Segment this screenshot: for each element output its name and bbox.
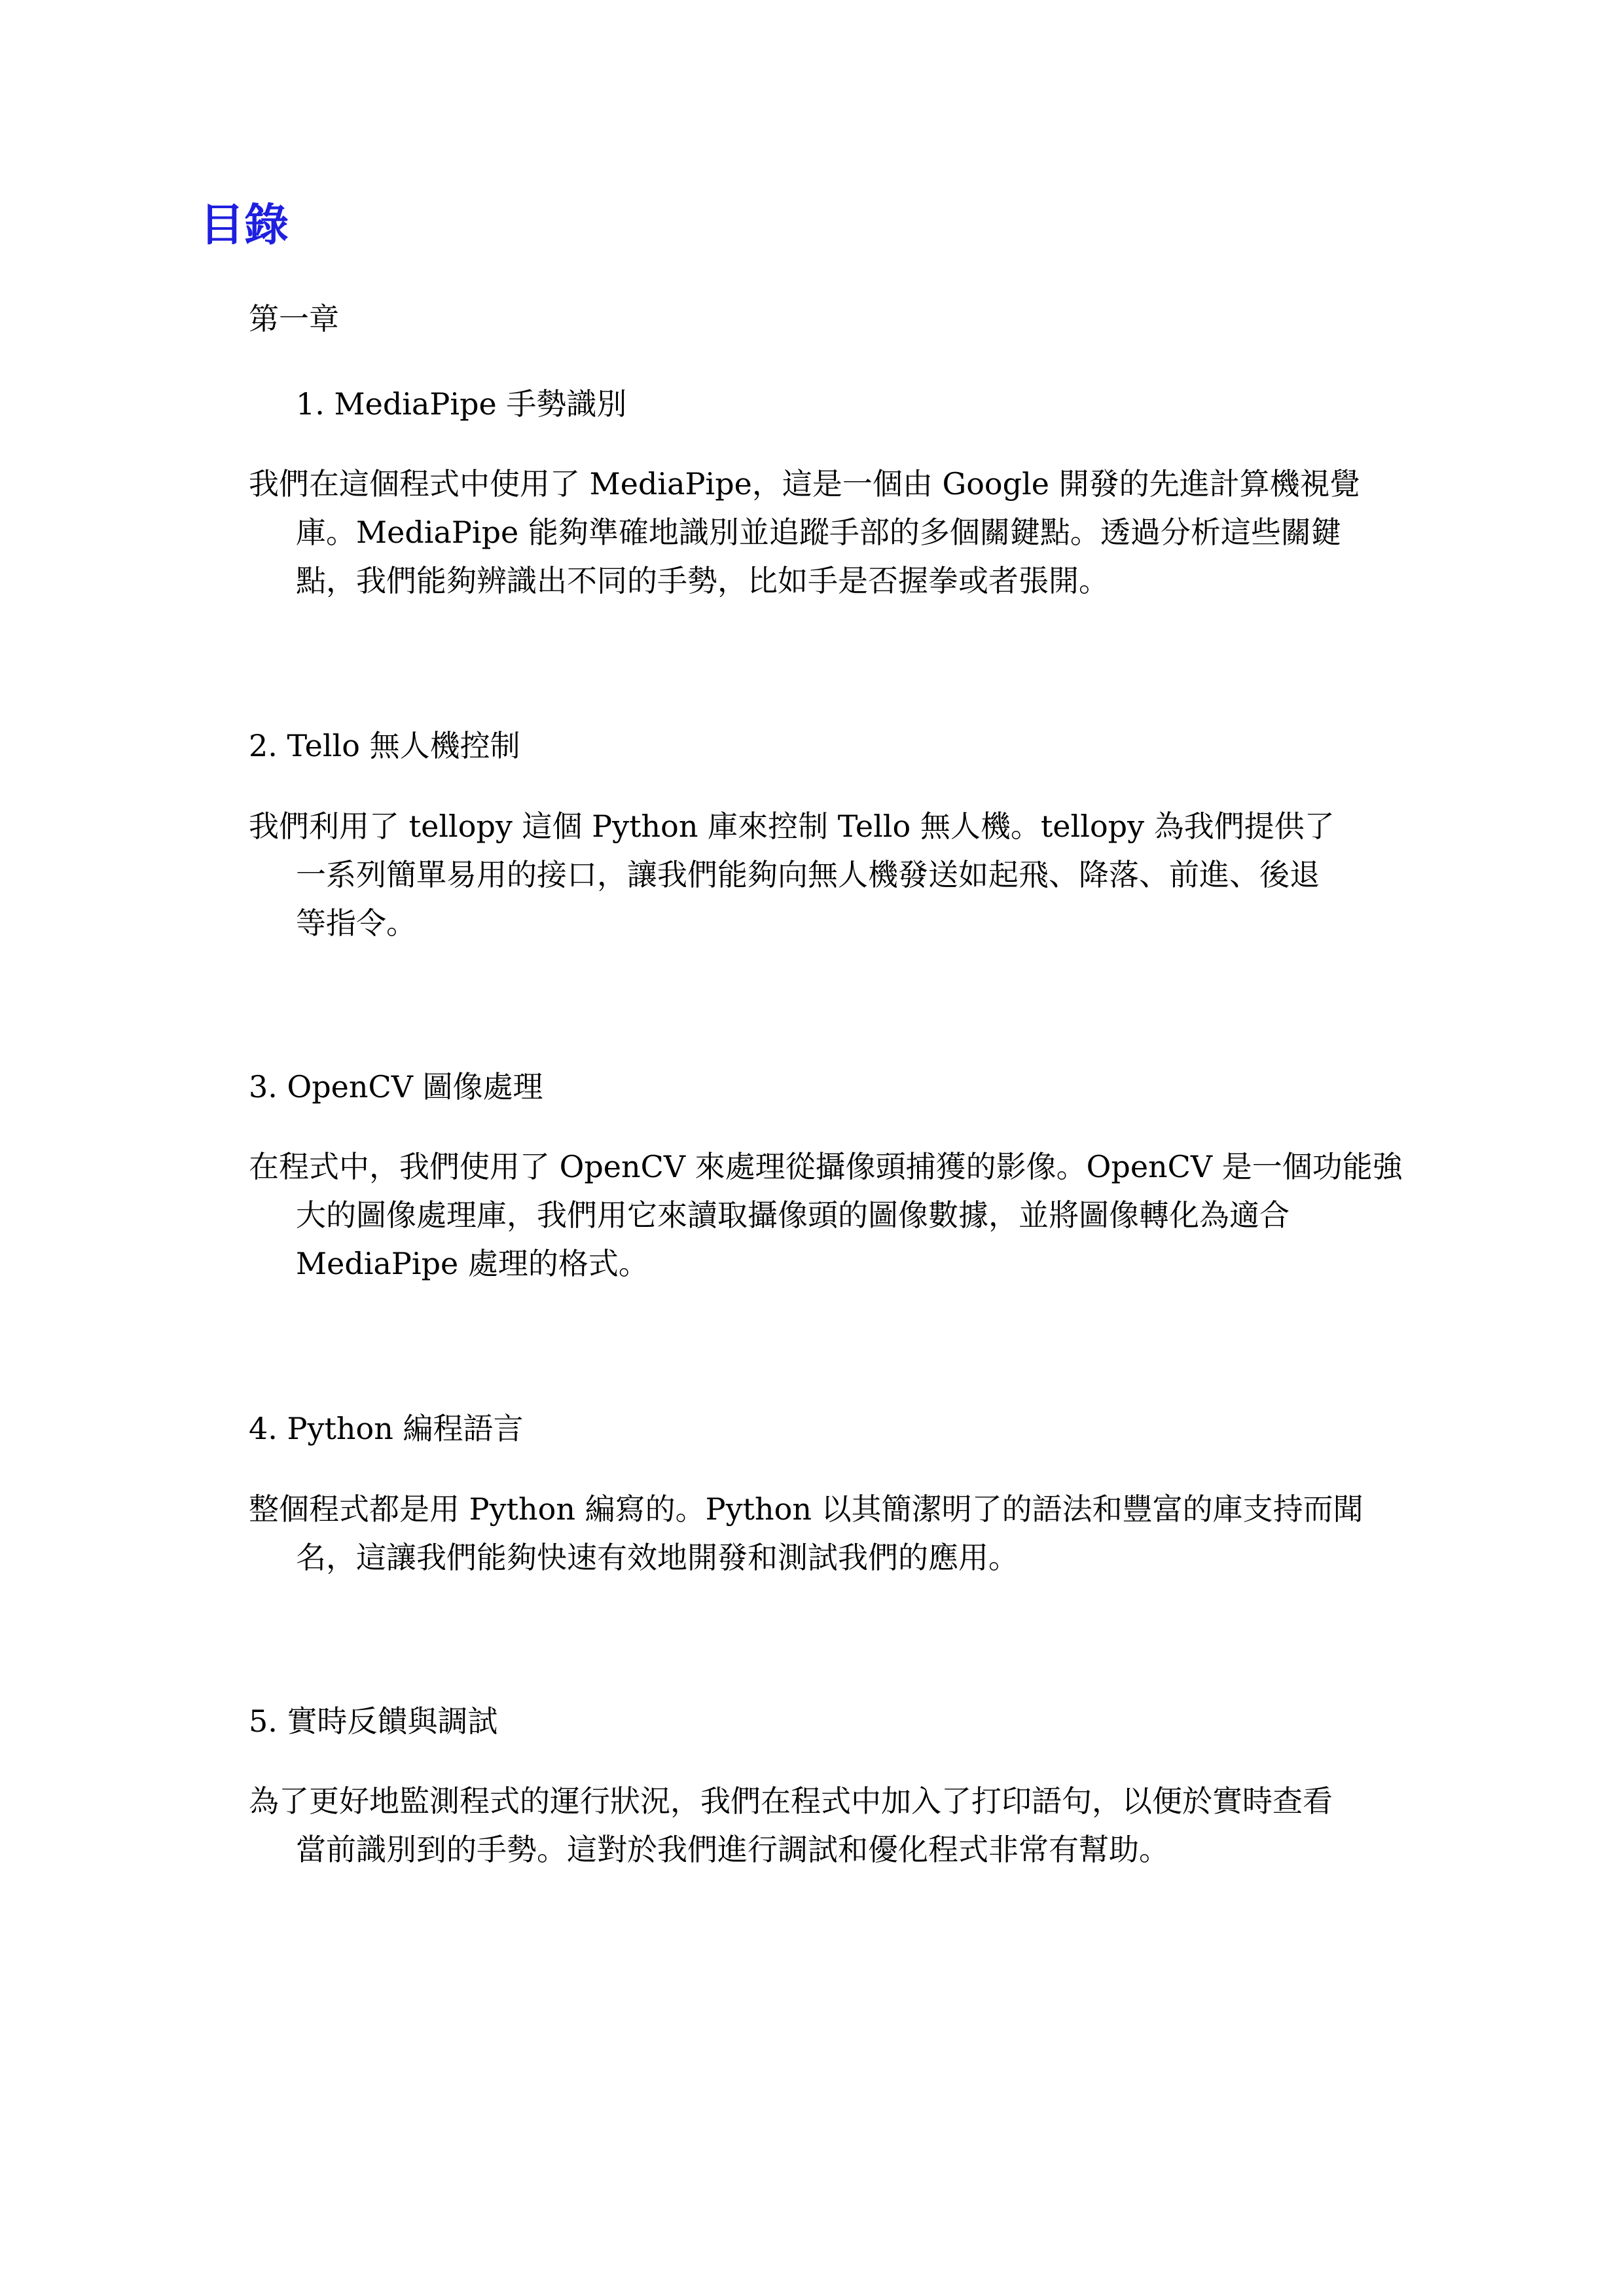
- paragraph-line: 當前識別到的手勢。這對於我們進行調試和優化程式非常有幫助。: [296, 1832, 1169, 1867]
- section-paragraph-5: [249, 1777, 1420, 1874]
- paragraph-line: 我們在這個程式中使用了 MediaPipe，這是一個由 Google 開發的先進計算機視覺: [249, 466, 1360, 501]
- paragraph-line: 整個程式都是用 Python 編寫的。Python 以其簡潔明了的語法和豐富的庫支持而聞: [249, 1491, 1363, 1527]
- paragraph-line: 點，我們能夠辨識出不同的手勢，比如手是否握拳或者張開。: [296, 563, 1109, 598]
- paragraph-line: 一系列簡單易用的接口，讓我們能夠向無人機發送如起飛、降落、前進、後退: [296, 857, 1320, 892]
- section-paragraph-3: [249, 1142, 1420, 1288]
- paragraph-line: 名，這讓我們能夠快速有效地開發和測試我們的應用。: [296, 1540, 1019, 1575]
- page-title: 目錄: [200, 200, 289, 251]
- section-paragraph-4: [249, 1485, 1420, 1582]
- section-heading-2: 2. Tello 無人機控制: [249, 728, 520, 763]
- paragraph-line: 在程式中，我們使用了 OpenCV 來處理從攝像頭捕獲的影像。OpenCV 是一個功能強: [249, 1149, 1403, 1184]
- paragraph-line: 為了更好地監測程式的運行狀況，我們在程式中加入了打印語句，以便於實時查看: [249, 1783, 1333, 1819]
- section-heading-4: 4. Python 編程語言: [249, 1411, 524, 1446]
- paragraph-line: 我們利用了 tellopy 這個 Python 庫來控制 Tello 無人機。tellopy 為我們提供了: [249, 809, 1335, 844]
- paragraph-line: MediaPipe 處理的格式。: [296, 1246, 649, 1281]
- paragraph-line: 等指令。: [296, 905, 416, 941]
- section-paragraph-1: [249, 460, 1420, 605]
- chapter-label: 第一章: [249, 301, 339, 337]
- section-heading-1: 1. MediaPipe 手勢識別: [296, 386, 627, 422]
- section-paragraph-2: [249, 802, 1420, 947]
- paragraph-line: 庫。MediaPipe 能夠準確地識別並追蹤手部的多個關鍵點。透過分析這些關鍵: [296, 515, 1341, 550]
- section-heading-5: 5. 實時反饋與調試: [249, 1704, 498, 1739]
- paragraph-line: 大的圖像處理庫，我們用它來讀取攝像頭的圖像數據，並將圖像轉化為適合: [296, 1197, 1290, 1233]
- section-heading-3: 3. OpenCV 圖像處理: [249, 1069, 543, 1104]
